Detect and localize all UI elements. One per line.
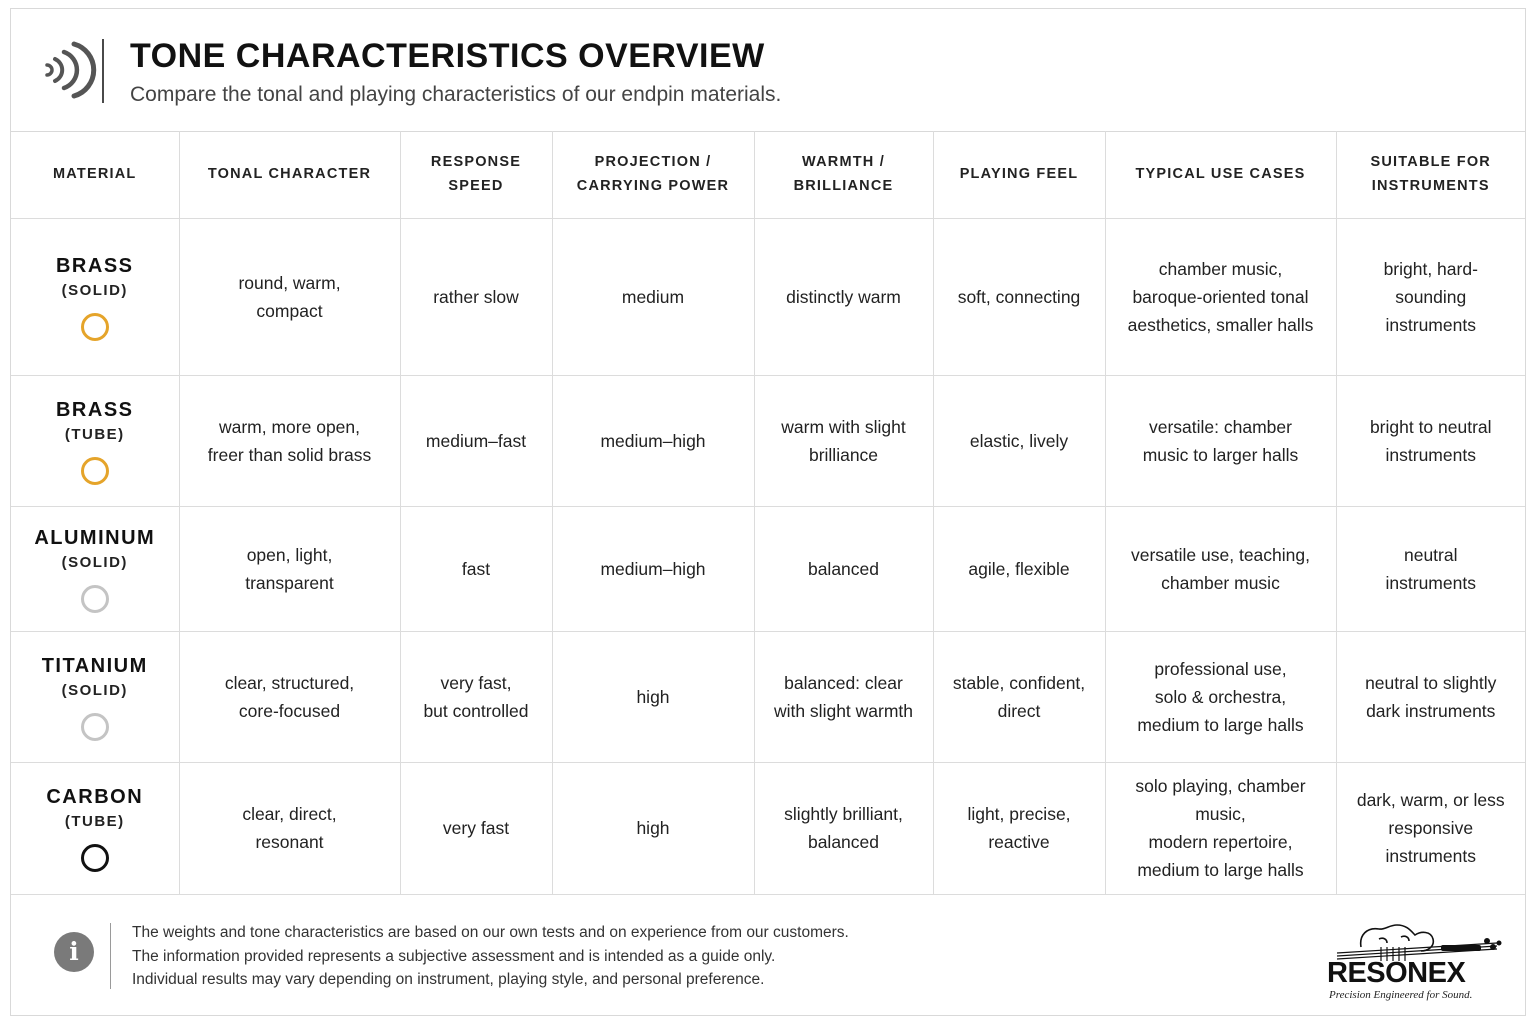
cell-line: dark, warm, or less bbox=[1356, 790, 1505, 810]
table-cell bbox=[1105, 375, 1336, 506]
table-cell bbox=[552, 375, 754, 506]
table-cell bbox=[754, 218, 933, 375]
cell-line: dark instruments bbox=[1366, 700, 1496, 721]
material-name: ALUMINUM bbox=[34, 526, 156, 549]
table-cell bbox=[552, 218, 754, 375]
material-cell bbox=[11, 375, 179, 506]
cell-line: medium bbox=[621, 286, 685, 307]
cell-line: sounding bbox=[1395, 286, 1467, 307]
cell-line: music to larger halls bbox=[1142, 444, 1299, 465]
cell-line: stable, confident, bbox=[952, 672, 1086, 693]
cell-line: medium–fast bbox=[425, 430, 527, 451]
cell-line: high bbox=[636, 818, 670, 838]
cell-line: medium–high bbox=[600, 430, 706, 451]
table-cell bbox=[400, 762, 552, 894]
table-cell bbox=[552, 506, 754, 631]
brand-logo bbox=[1321, 917, 1505, 1003]
cell-line: reactive bbox=[988, 832, 1050, 852]
disclaimer-notes bbox=[132, 921, 849, 992]
column-header-line: BRILLIANCE bbox=[793, 178, 894, 195]
table-cell bbox=[1336, 506, 1525, 631]
cell-line: solo playing, chamber music, bbox=[1135, 776, 1306, 824]
cell-line: compact bbox=[256, 300, 323, 321]
cell-line: high bbox=[636, 686, 670, 707]
cell-line: soft, connecting bbox=[957, 286, 1081, 307]
cell-line: clear, structured, bbox=[224, 672, 355, 693]
logo-tagline: Precision Engineered for Sound. bbox=[1329, 989, 1473, 1001]
cell-line: round, warm, bbox=[238, 272, 341, 293]
cell-line: chamber music bbox=[1161, 572, 1280, 593]
cell-line: core-focused bbox=[238, 700, 341, 721]
cell-line: slightly brilliant, bbox=[784, 804, 903, 824]
info-icon: i bbox=[54, 932, 94, 972]
table-cell bbox=[179, 631, 400, 762]
column-header bbox=[11, 131, 179, 218]
table-cell bbox=[933, 375, 1105, 506]
cell-line: warm, more open, bbox=[218, 416, 361, 437]
cell-line: baroque-oriented tonal bbox=[1132, 286, 1309, 307]
material-name: TITANIUM bbox=[41, 654, 148, 677]
cell-line: balanced bbox=[807, 832, 880, 852]
column-header-line: RESPONSE bbox=[430, 154, 522, 171]
cell-line: but controlled bbox=[423, 700, 529, 721]
cell-line: balanced: clear bbox=[784, 672, 903, 693]
table-cell bbox=[400, 506, 552, 631]
column-header-line: SPEED bbox=[448, 178, 504, 195]
material-color-swatch bbox=[81, 313, 109, 341]
cell-line: solo & orchestra, bbox=[1154, 686, 1287, 707]
cell-line: medium to large halls bbox=[1137, 714, 1304, 735]
header-divider bbox=[102, 39, 104, 103]
cell-line: clear, direct, bbox=[242, 804, 337, 824]
table-cell bbox=[754, 506, 933, 631]
table-cell bbox=[400, 631, 552, 762]
material-color-swatch bbox=[81, 585, 109, 613]
cell-line: resonant bbox=[255, 832, 324, 852]
table-row bbox=[11, 762, 1525, 894]
cell-line: direct bbox=[997, 700, 1041, 721]
material-name: BRASS bbox=[55, 254, 134, 277]
table-row bbox=[11, 375, 1525, 506]
table-cell bbox=[1336, 631, 1525, 762]
material-form: (TUBE) bbox=[64, 425, 125, 443]
table-cell bbox=[179, 762, 400, 894]
column-header-line: INSTRUMENTS bbox=[1371, 178, 1490, 195]
column-header-line: WARMTH / bbox=[802, 154, 885, 171]
cell-line: fast bbox=[461, 558, 491, 579]
tone-table bbox=[11, 131, 1525, 895]
cell-line: neutral to slightly bbox=[1365, 672, 1497, 693]
table-cell bbox=[933, 506, 1105, 631]
column-header-line: TYPICAL USE CASES bbox=[1135, 166, 1306, 183]
column-header bbox=[1336, 131, 1525, 218]
sound-waves-icon bbox=[41, 37, 97, 101]
table-body bbox=[11, 218, 1525, 894]
cell-line: neutral bbox=[1403, 544, 1458, 565]
table-cell bbox=[400, 375, 552, 506]
column-header bbox=[754, 131, 933, 218]
column-header-line: CARRYING POWER bbox=[576, 178, 730, 195]
material-form: (TUBE) bbox=[64, 813, 125, 830]
column-header-line: MATERIAL bbox=[53, 166, 137, 183]
table-cell bbox=[552, 762, 754, 894]
material-cell bbox=[11, 506, 179, 631]
column-header-line: SUITABLE FOR bbox=[1370, 154, 1491, 171]
disclaimer-line: The information provided represents a subjective assessment and is intended as a guide only. bbox=[132, 947, 776, 965]
material-cell bbox=[11, 762, 179, 894]
cell-line: brilliance bbox=[808, 444, 879, 465]
material-cell bbox=[11, 218, 179, 375]
cell-line: responsive bbox=[1388, 818, 1474, 838]
column-header bbox=[400, 131, 552, 218]
table-cell bbox=[179, 375, 400, 506]
footer bbox=[11, 895, 1525, 1017]
cell-line: very fast, bbox=[440, 672, 512, 693]
cell-line: bright, hard- bbox=[1383, 258, 1478, 279]
table-cell bbox=[400, 218, 552, 375]
column-header bbox=[552, 131, 754, 218]
table-header-row bbox=[11, 131, 1525, 218]
cell-line: distinctly warm bbox=[786, 286, 901, 307]
page-subtitle: Compare the tonal and playing characteristics of our endpin materials. bbox=[130, 83, 782, 106]
material-color-swatch bbox=[81, 457, 109, 485]
table-row bbox=[11, 506, 1525, 631]
table-cell bbox=[754, 375, 933, 506]
column-header-line: TONAL CHARACTER bbox=[207, 166, 372, 183]
cell-line: instruments bbox=[1385, 444, 1476, 465]
table-cell bbox=[1336, 218, 1525, 375]
column-header bbox=[1105, 131, 1336, 218]
material-form: (SOLID) bbox=[61, 681, 128, 699]
cell-line: professional use, bbox=[1154, 658, 1287, 679]
footer-divider bbox=[110, 923, 111, 989]
material-form: (SOLID) bbox=[61, 281, 128, 299]
cell-line: warm with slight bbox=[781, 416, 906, 437]
column-header-line: PROJECTION / bbox=[594, 154, 712, 171]
cell-line: aesthetics, smaller halls bbox=[1127, 314, 1314, 335]
cell-line: instruments bbox=[1385, 314, 1476, 335]
logo-wordmark: RESONEX bbox=[1327, 957, 1466, 989]
table-row bbox=[11, 218, 1525, 375]
cell-line: modern repertoire, bbox=[1148, 832, 1293, 852]
cell-line: freer than solid brass bbox=[207, 444, 372, 465]
cell-line: versatile: chamber bbox=[1149, 416, 1292, 437]
material-name: BRASS bbox=[55, 398, 134, 421]
table-cell bbox=[754, 631, 933, 762]
table-cell bbox=[1336, 375, 1525, 506]
material-form: (SOLID) bbox=[61, 553, 128, 571]
cell-line: very fast bbox=[442, 818, 510, 838]
column-header bbox=[933, 131, 1105, 218]
cell-line: instruments bbox=[1385, 846, 1476, 866]
cell-line: versatile use, teaching, bbox=[1131, 544, 1310, 565]
table-cell bbox=[1336, 762, 1525, 894]
table-cell bbox=[933, 631, 1105, 762]
disclaimer-line: Individual results may vary depending on instrument, playing style, and personal preference. bbox=[132, 971, 765, 988]
page-title: TONE CHARACTERISTICS OVERVIEW bbox=[130, 37, 765, 75]
column-header-line: PLAYING FEEL bbox=[959, 166, 1079, 183]
table-cell bbox=[179, 218, 400, 375]
table-cell bbox=[1105, 506, 1336, 631]
table-cell bbox=[1105, 762, 1336, 894]
cell-line: elastic, lively bbox=[969, 430, 1069, 451]
cell-line: medium to large halls bbox=[1137, 860, 1304, 880]
column-header bbox=[179, 131, 400, 218]
material-name: CARBON bbox=[46, 786, 144, 808]
cell-line: medium–high bbox=[600, 558, 706, 579]
cell-line: transparent bbox=[245, 572, 334, 593]
material-cell bbox=[11, 631, 179, 762]
table-cell bbox=[754, 762, 933, 894]
cell-line: balanced bbox=[807, 558, 880, 579]
cell-line: open, light, bbox=[246, 544, 333, 565]
header bbox=[11, 9, 1525, 132]
disclaimer-line: The weights and tone characteristics are based on our own tests and on experience from our customers. bbox=[132, 924, 849, 941]
material-color-swatch bbox=[81, 844, 109, 872]
table-cell bbox=[933, 762, 1105, 894]
table-cell bbox=[179, 506, 400, 631]
cell-line: with slight warmth bbox=[773, 700, 914, 721]
cell-line: rather slow bbox=[433, 286, 519, 307]
table-row bbox=[11, 631, 1525, 762]
cell-line: chamber music, bbox=[1158, 258, 1283, 279]
cell-line: instruments bbox=[1385, 572, 1476, 593]
cell-line: light, precise, bbox=[967, 804, 1071, 824]
table-cell bbox=[1105, 631, 1336, 762]
cell-line: agile, flexible bbox=[968, 558, 1070, 579]
table-cell bbox=[1105, 218, 1336, 375]
table-cell bbox=[552, 631, 754, 762]
overview-card bbox=[10, 8, 1526, 1016]
material-color-swatch bbox=[81, 713, 109, 741]
cell-line: bright to neutral bbox=[1369, 416, 1492, 437]
table-cell bbox=[933, 218, 1105, 375]
